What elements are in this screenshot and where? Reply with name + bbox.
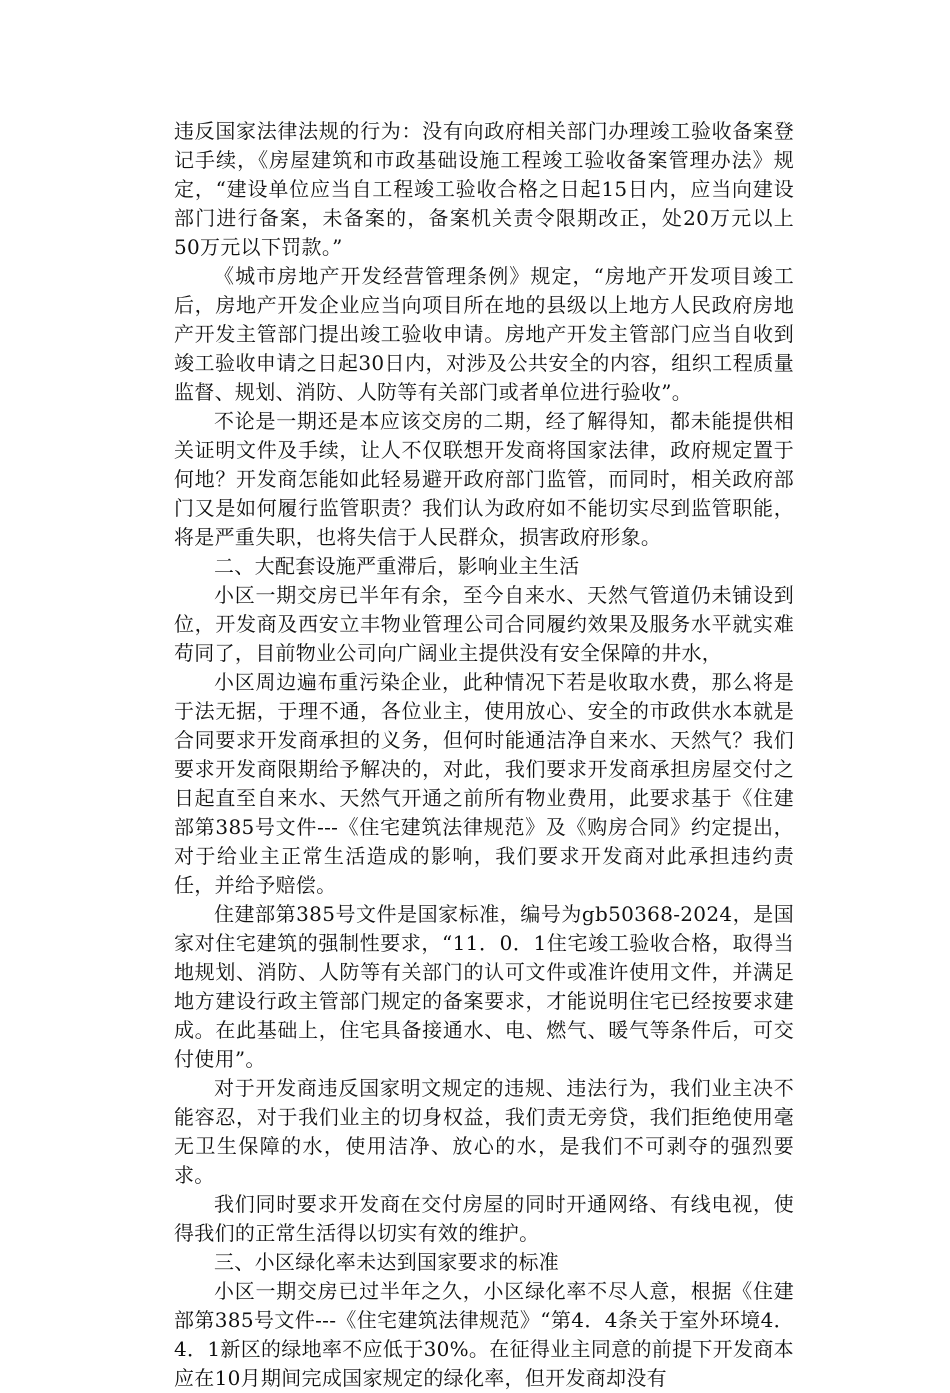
paragraph-1: 违反国家法律法规的行为：没有向政府相关部门办理竣工验收备案登记手续，《房屋建筑和市政基础设施工程竣工验收备案管理办法》规定，“建设单位应当自工程竣工验收合格之日起15日内，应当向建设部门进行备案，未备案的，备案机关责令限期改正，处20万元以上50万元以下罚款。” (174, 119, 794, 259)
section-heading-3: 三、小区绿化率未达到国家要求的标准 (214, 1250, 560, 1274)
paragraph-2: 《城市房地产开发经营管理条例》规定，“房地产开发项目竣工后，房地产开发企业应当向项目所在地的县级以上地方人民政府房地产开发主管部门提出竣工验收申请。房地产开发主管部门应当自收到竣工验收申请之日起30日内，对涉及公共安全的内容，组织工程质量监督、规划、消防、人防等有关部门或者单位进行验收”。 (174, 264, 794, 404)
paragraph-9: 我们同时要求开发商在交付房屋的同时开通网络、有线电视，使得我们的正常生活得以切实有效的维护。 (174, 1192, 794, 1245)
paragraph-6: 小区周边遍布重污染企业，此种情况下若是收取水费，那么将是于法无据，于理不通，各位业主，使用放心、安全的市政供水本就是合同要求开发商承担的义务，但何时能通洁净自来水、天然气？我们要求开发商限期给予解决的，对此，我们要求开发商承担房屋交付之日起直至自来水、天然气开通之前所有物业费用，此要求基于《住建部第385号文件---《住宅建筑法律规范》及《购房合同》约定提出，对于给业主正常生活造成的影响，我们要求开发商对此承担违约责任，并给予赔偿。 (174, 670, 794, 897)
section-heading-2: 二、大配套设施严重滞后，影响业主生活 (214, 554, 580, 578)
document-body (174, 117, 794, 1393)
paragraph-7: 住建部第385号文件是国家标准，编号为gb50368-2024，是国家对住宅建筑的强制性要求，“11．0．1住宅竣工验收合格，取得当地规划、消防、人防等有关部门的认可文件或准许使用文件，并满足地方建设行政主管部门规定的备案要求，才能说明住宅已经按要求建成。在此基础上，住宅具备接通水、电、燃气、暖气等条件后，可交付使用”。 (174, 902, 794, 1071)
paragraph-8: 对于开发商违反国家明文规定的违规、违法行为，我们业主决不能容忍，对于我们业主的切身权益，我们责无旁贷，我们拒绝使用毫无卫生保障的水，使用洁净、放心的水，是我们不可剥夺的强烈要求。 (174, 1076, 794, 1187)
paragraph-11: 小区一期交房已过半年之久，小区绿化率不尽人意，根据《住建部第385号文件---《住宅建筑法律规范》“第4．4条关于室外环境4．4．1新区的绿地率不应低于30%。在征得业主同意的前提下开发商本应在10月期间完成国家规定的绿化率，但开发商却没有 (174, 1279, 794, 1390)
paragraph-5: 小区一期交房已半年有余，至今自来水、天然气管道仍未铺设到位，开发商及西安立丰物业管理公司合同履约效果及服务水平就实难苟同了，目前物业公司向广阔业主提供没有安全保障的井水， (174, 583, 794, 665)
paragraph-3: 不论是一期还是本应该交房的二期，经了解得知，都未能提供相关证明文件及手续，让人不仅联想开发商将国家法律，政府规定置于何地？开发商怎能如此轻易避开政府部门监管，而同时，相关政府部门又是如何履行监管职责？我们认为政府如不能切实尽到监管职能，将是严重失职，也将失信于人民群众，损害政府形象。 (174, 409, 794, 549)
